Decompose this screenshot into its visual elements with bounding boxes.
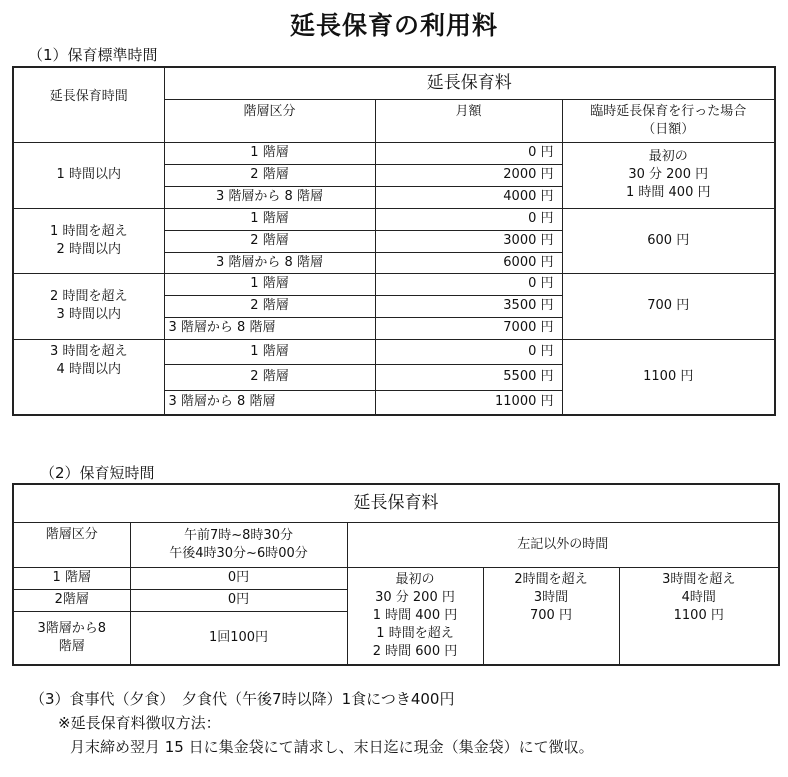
header-tier: 階層区分 <box>164 99 375 142</box>
tier-cell: 3 階層から 8 階層 <box>164 186 375 208</box>
monthly-cell: 3500 円 <box>375 295 562 317</box>
tier-cell: 3 階層から 8 階層 <box>164 252 375 273</box>
tier-cell: 3階層から8 階層 <box>13 611 130 665</box>
temporary-cell: 最初の 30 分 200 円 1 時間 400 円 <box>562 142 775 208</box>
monthly-cell: 4000 円 <box>375 186 562 208</box>
tier-cell: 2 階層 <box>164 164 375 186</box>
temporary-cell: 700 円 <box>562 273 775 339</box>
monthly-cell: 0 円 <box>375 142 562 164</box>
section1-label: （1）保育標準時間 <box>28 46 158 64</box>
header-temporary: 臨時延長保育を行った場合 （日額） <box>562 99 775 142</box>
time-cell: 2 時間を超え 3 時間以内 <box>13 273 164 339</box>
window-fee-cell: 0円 <box>130 567 347 589</box>
temporary-cell: 600 円 <box>562 208 775 273</box>
temporary-cell: 1100 円 <box>562 339 775 415</box>
other-first-cell: 最初の 30 分 200 円 1 時間 400 円 1 時間を超え 2 時間 600 円 <box>347 567 483 665</box>
tier-cell: 2 階層 <box>164 230 375 252</box>
monthly-cell: 11000 円 <box>375 390 562 415</box>
header-time-window: 午前7時~8時30分 午後4時30分~6時00分 <box>130 522 347 567</box>
monthly-cell: 5500 円 <box>375 364 562 390</box>
tier-cell: 2 階層 <box>164 364 375 390</box>
tier-cell: 1 階層 <box>164 273 375 295</box>
tier-cell: 2 階層 <box>164 295 375 317</box>
window-fee-cell: 0円 <box>130 589 347 611</box>
tier-cell: 1 階層 <box>164 208 375 230</box>
tier-cell: 3 階層から 8 階層 <box>164 317 375 339</box>
short-hours-fee-table <box>12 483 780 666</box>
monthly-cell: 7000 円 <box>375 317 562 339</box>
monthly-cell: 2000 円 <box>375 164 562 186</box>
header-tier: 階層区分 <box>13 522 130 567</box>
section2-label: （2）保育短時間 <box>40 464 155 482</box>
tier-cell: 3 階層から 8 階層 <box>164 390 375 415</box>
header-extension-fee: 延長保育料 <box>164 67 775 99</box>
header-monthly: 月額 <box>375 99 562 142</box>
collection-method-label: ※延長保育料徴収方法： <box>58 714 221 732</box>
other-third-cell: 3時間を超え 4時間 1100 円 <box>619 567 779 665</box>
header-other-time: 左記以外の時間 <box>347 522 779 567</box>
window-fee-cell: 1回100円 <box>130 611 347 665</box>
monthly-cell: 0 円 <box>375 339 562 364</box>
monthly-cell: 0 円 <box>375 208 562 230</box>
time-cell: 1 時間以内 <box>13 142 164 208</box>
header-extension-fee: 延長保育料 <box>13 484 779 522</box>
time-cell: 1 時間を超え 2 時間以内 <box>13 208 164 273</box>
time-cell: 3 時間を超え 4 時間以内 <box>13 339 164 415</box>
tier-cell: 1 階層 <box>164 339 375 364</box>
other-second-cell: 2時間を超え 3時間 700 円 <box>483 567 619 665</box>
page-title: 延長保育の利用料 <box>289 11 498 40</box>
standard-hours-fee-table <box>12 66 776 416</box>
tier-cell: 1 階層 <box>164 142 375 164</box>
header-extension-time: 延長保育時間 <box>13 67 164 142</box>
monthly-cell: 0 円 <box>375 273 562 295</box>
tier-cell: 1 階層 <box>13 567 130 589</box>
meal-fee-note: （3）食事代（夕食） 夕食代（午後7時以降）1食につき400円 <box>30 690 455 708</box>
collection-method-text: 月末締め翌月 15 日に集金袋にて請求し、末日迄に現金（集金袋）にて徴収。 <box>70 738 594 756</box>
tier-cell: 2階層 <box>13 589 130 611</box>
monthly-cell: 3000 円 <box>375 230 562 252</box>
monthly-cell: 6000 円 <box>375 252 562 273</box>
